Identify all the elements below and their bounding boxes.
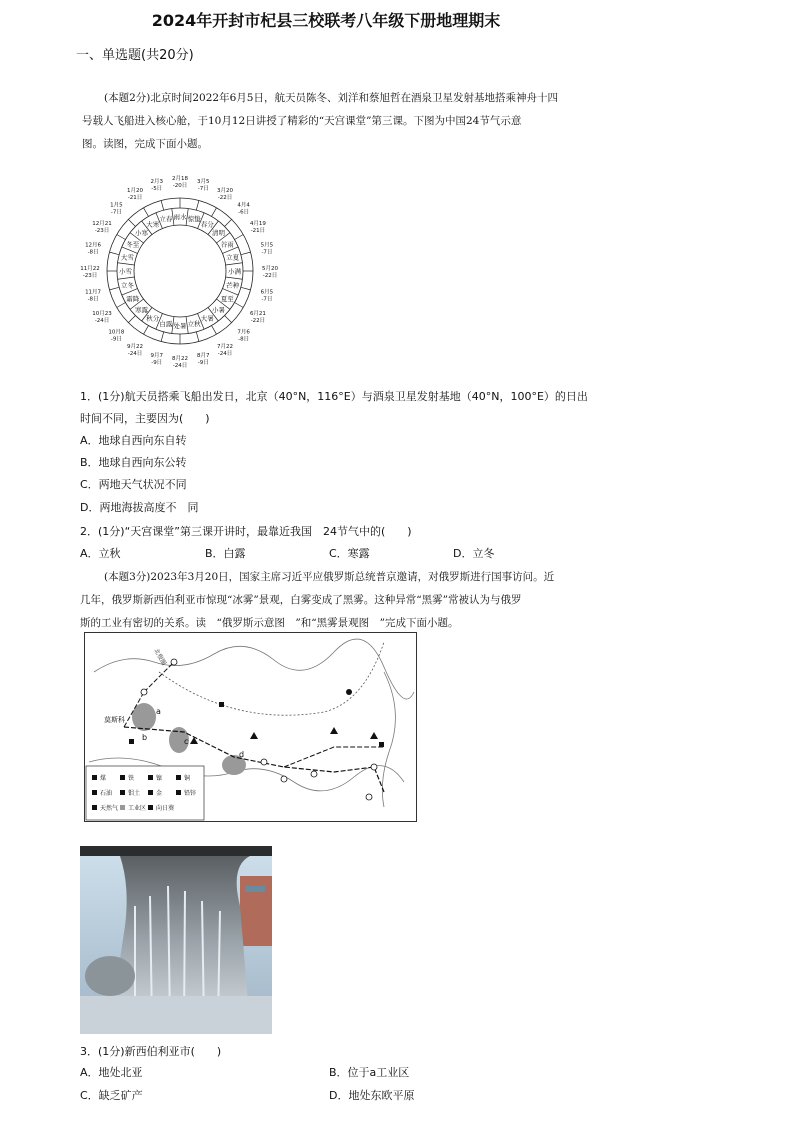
date-tick — [196, 200, 199, 210]
passage2-line3: 斯的工业有密切的关系。读 “俄罗斯示意图 ”和“黑雾景观图 ”完成下面小题。 — [80, 617, 459, 629]
solar-term-label: 立春 — [159, 214, 173, 223]
term-date-end: -20日 — [172, 183, 188, 189]
q2-option-a[interactable]: A．立秋 — [80, 547, 121, 560]
date-tick — [128, 219, 135, 226]
term-date-start: 7月6 — [237, 329, 250, 336]
term-date-end: -23日 — [94, 228, 110, 234]
solar-term-label: 小雪 — [119, 267, 132, 276]
date-tick — [117, 303, 126, 308]
solar-term-label: 大寒 — [146, 220, 160, 229]
term-date-end: -9日 — [197, 359, 209, 366]
solar-term-label: 谷雨 — [220, 240, 234, 249]
term-divider — [226, 263, 243, 265]
date-tick — [225, 219, 232, 226]
term-date-start: 12月21 — [92, 221, 112, 227]
legend-symbol — [92, 790, 97, 795]
term-date-end: -22日 — [250, 318, 266, 324]
region-label-c: c — [184, 737, 189, 746]
ring-inner — [134, 225, 226, 317]
date-tick — [212, 208, 217, 217]
term-date-end: -5日 — [151, 186, 163, 193]
term-date-start: 2月3 — [150, 179, 163, 186]
solar-term-label: 大暑 — [200, 314, 214, 323]
term-date-start: 12月6 — [85, 242, 102, 249]
legend-label: 钼土 — [128, 790, 141, 797]
legend-label: 天然气 — [100, 805, 119, 812]
term-date-end: -24日 — [172, 363, 188, 369]
date-tick — [161, 200, 164, 210]
date-tick — [212, 326, 217, 335]
solar-term-label: 惊蛰 — [187, 214, 201, 223]
term-date-end: -21日 — [250, 228, 266, 234]
solar-term-label: 白露 — [159, 320, 173, 329]
legend-label: 金 — [156, 790, 163, 797]
legend-label: 镍 — [156, 775, 163, 782]
solar-term-label: 夏至 — [220, 294, 234, 303]
term-date-start: 6月5 — [260, 289, 274, 296]
date-tick — [144, 208, 149, 217]
q1-option-a[interactable]: A．地球自西向东自转 — [80, 434, 187, 447]
date-tick — [241, 287, 251, 290]
region-label-a: a — [156, 707, 161, 716]
legend-symbol — [176, 775, 181, 780]
solar-term-label: 立冬 — [120, 281, 134, 290]
black-fog-photo — [80, 846, 272, 1034]
term-date-end: -8日 — [238, 336, 250, 343]
q2-option-b[interactable]: B．白露 — [205, 547, 246, 560]
term-date-start: 6月21 — [249, 311, 266, 317]
solar-term-label: 冬至 — [126, 240, 140, 249]
passage1-line2: 号载人飞船进入核心舱，于10月12日讲授了精彩的“天宫课堂”第三课。下图为中国24节气示意 — [82, 115, 522, 127]
term-date-start: 4月4 — [237, 202, 250, 209]
term-date-end: -7日 — [110, 209, 122, 216]
term-date-start: 9月7 — [150, 352, 163, 359]
term-date-start: 5月20 — [262, 266, 278, 272]
ring-middle — [117, 208, 243, 334]
term-date-end: -24日 — [127, 350, 143, 357]
term-date-start: 1月5 — [110, 202, 123, 209]
q3-option-b[interactable]: B．位于a工业区 — [329, 1066, 410, 1079]
q1-option-c[interactable]: C．两地天气状况不同 — [80, 478, 187, 491]
solar-term-label: 处暑 — [173, 322, 187, 330]
legend-label: 铜 — [184, 775, 191, 782]
q2-stem: 2．(1分)“天宫课堂”第三课开讲时，最靠近我国 24节气中的( ) — [80, 525, 412, 538]
solar-terms-diagram — [70, 168, 290, 374]
term-date-end: -7日 — [197, 186, 209, 193]
q2-option-c[interactable]: C．寒露 — [329, 547, 370, 560]
term-date-end: -8日 — [87, 296, 99, 303]
document-title: 2024年开封市杞县三校联考八年级下册地理期末 — [151, 11, 501, 30]
solar-term-label: 立夏 — [226, 253, 240, 262]
term-date-end: -23日 — [82, 273, 98, 279]
legend-symbol — [148, 775, 153, 780]
legend-symbol — [148, 790, 153, 795]
q3-option-a[interactable]: A．地处北亚 — [80, 1066, 143, 1079]
term-date-start: 4月19 — [249, 221, 266, 227]
legend-symbol — [92, 775, 97, 780]
solar-term-label: 霜降 — [126, 294, 140, 303]
term-date-start: 8月7 — [197, 352, 210, 359]
q1-stem-line1: 1．(1分)航天员搭乘飞船出发日，北京（40°N，116°E）与酒泉卫星发射基地（40°N，100°E）的日出 — [80, 390, 588, 403]
q1-option-d[interactable]: D．两地海拔高度不 同 — [80, 501, 199, 514]
solar-term-label: 寒露 — [134, 306, 148, 315]
term-date-start: 11月22 — [80, 266, 100, 272]
q3-option-c[interactable]: C．缺乏矿产 — [80, 1089, 143, 1102]
passage2-line1: (本题3分)2023年3月20日，国家主席习近平应俄罗斯总统普京邀请，对俄罗斯进行国事访问。近 — [104, 571, 555, 583]
legend-symbol — [120, 790, 125, 795]
solar-term-label: 春分 — [200, 220, 214, 229]
solar-term-label: 大雪 — [120, 253, 134, 262]
legend-label: 铁 — [128, 775, 135, 782]
date-tick — [235, 303, 244, 308]
legend-label: 向日葵 — [156, 805, 175, 812]
date-tick — [196, 332, 199, 342]
term-date-start: 2月18 — [172, 176, 188, 182]
solar-term-label: 小寒 — [134, 228, 148, 237]
legend-symbol — [148, 805, 153, 810]
term-date-end: -8日 — [87, 249, 99, 256]
date-tick — [144, 326, 149, 335]
term-date-start: 11月7 — [85, 289, 102, 296]
term-date-end: -22日 — [217, 195, 233, 202]
section-heading: 一、单选题(共20分) — [76, 48, 194, 63]
q3-stem: 3．(1分)新西伯利亚市( ) — [80, 1045, 222, 1058]
term-date-end: -6日 — [238, 209, 250, 216]
legend-symbol — [120, 805, 125, 810]
frost-landscape-image — [80, 846, 272, 1034]
q3-option-d[interactable]: D．地处东欧平原 — [329, 1089, 415, 1102]
term-date-start: 8月22 — [172, 356, 188, 362]
date-tick — [235, 235, 244, 240]
term-divider — [118, 263, 135, 265]
term-date-start: 3月5 — [197, 179, 210, 186]
passage1-line3: 图。读图，完成下面小题。 — [82, 138, 208, 150]
term-date-start: 9月22 — [127, 343, 143, 350]
term-date-end: -9日 — [151, 359, 163, 366]
date-tick — [109, 252, 119, 255]
legend-symbol — [120, 775, 125, 780]
region-label-d: d — [239, 750, 245, 759]
term-date-end: -7日 — [261, 249, 273, 256]
date-tick — [161, 332, 164, 342]
solar-term-label: 秋分 — [146, 314, 160, 323]
date-tick — [128, 316, 135, 323]
term-date-end: -24日 — [217, 350, 233, 357]
term-date-start: 5月5 — [260, 242, 274, 249]
passage1-line1: (本题2分)北京时间2022年6月5日，航天员陈冬、刘洋和蔡旭哲在酒泉卫星发射基地搭乘神舟十四 — [104, 92, 558, 104]
legend-symbol — [176, 790, 181, 795]
term-date-start: 10月23 — [92, 311, 112, 317]
term-date-end: -7日 — [261, 296, 273, 303]
region-label-b: b — [142, 733, 148, 742]
term-divider — [118, 277, 135, 279]
legend-label: 煤 — [100, 775, 107, 782]
solar-term-label: 小暑 — [212, 306, 226, 315]
solar-term-label: 芒种 — [226, 281, 240, 290]
legend-symbol — [92, 805, 97, 810]
term-divider — [226, 277, 243, 279]
russia-map — [84, 632, 417, 822]
term-date-start: 1月20 — [127, 188, 143, 195]
legend-label: 铅锌 — [184, 790, 197, 797]
solar-term-label: 立秋 — [187, 320, 201, 329]
date-tick — [225, 316, 232, 323]
term-date-end: -21日 — [127, 195, 143, 202]
term-date-end: -24日 — [94, 318, 110, 324]
solar-term-label: 雨水 — [173, 213, 187, 221]
solar-term-label: 清明 — [212, 228, 226, 237]
term-date-start: 10月8 — [108, 329, 125, 336]
date-tick — [117, 235, 126, 240]
solar-term-label: 小满 — [228, 267, 241, 276]
arctic-circle-label: 北极圈 — [152, 647, 168, 667]
term-date-end: -22日 — [262, 273, 278, 279]
legend-label: 石油 — [100, 790, 113, 797]
moscow-label: 莫斯科 — [104, 716, 125, 724]
date-tick — [109, 287, 119, 290]
legend-label: 工业区 — [128, 805, 147, 812]
q1-option-b[interactable]: B．地球自西向东公转 — [80, 456, 187, 469]
q1-stem-line2: 时间不同，主要因为( ) — [80, 412, 210, 425]
term-date-start: 3月20 — [217, 188, 233, 195]
term-date-end: -9日 — [110, 336, 122, 343]
term-date-start: 7月22 — [217, 343, 233, 350]
passage2-line2: 几年，俄罗斯新西伯利亚市惊现“冰雾”景观，白雾变成了黑雾。这种异常“黑雾”常被认为与俄罗 — [80, 594, 522, 606]
q2-option-d[interactable]: D．立冬 — [453, 547, 495, 560]
date-tick — [241, 252, 251, 255]
